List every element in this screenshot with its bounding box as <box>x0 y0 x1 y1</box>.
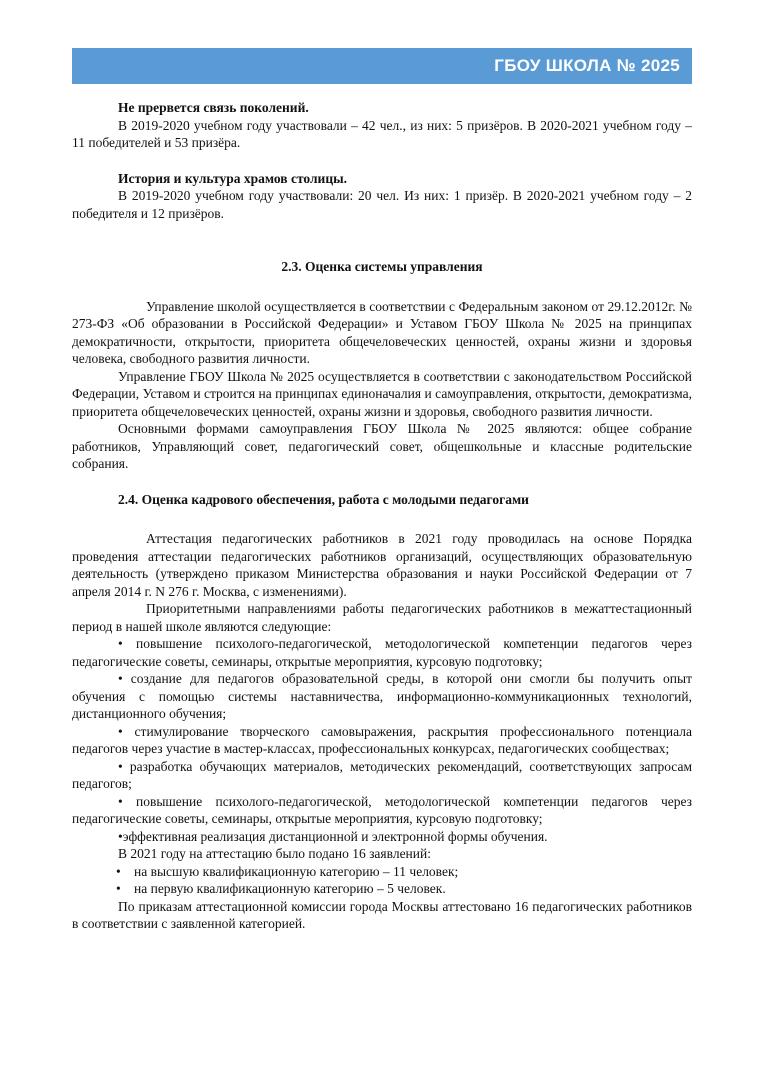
list-item <box>72 863 692 881</box>
section-staff-heading: 2.4. Оценка кадрового обеспечения, работа с молодыми педагогами <box>118 491 529 507</box>
section-management-heading: 2.3. Оценка системы управления <box>281 259 483 274</box>
document-body <box>72 99 692 933</box>
section-temples-text: В 2019-2020 учебном году участвовали: 20 чел. Из них: 1 призёр. В 2020-2021 учебном году – 2 победителя и 12 призёров. <box>72 188 692 221</box>
bullet-icon: • <box>116 881 121 896</box>
staff-direction-item: •эффективная реализация дистанционной и электронной формы обучения. <box>118 828 548 844</box>
staff-direction-item: • создание для педагогов образовательной среды, в которой они смогли бы получить опыт обучения с помощью системы наставничества, информационно-коммуникационных технологий, дистанционного обучения; <box>72 671 692 721</box>
management-paragraph: Управление ГБОУ Школа № 2025 осуществляется в соответствии с законодательством Российской Федерации, Уставом и строится на принципах единоначалия и самоуправления, открытости, демократизма, приоритета общечеловеческих ценностей, охраны жизни и здоровья, свободного развития личности. <box>72 368 692 419</box>
bullet-icon: • <box>116 863 121 879</box>
staff-direction-item: • повышение психолого-педагогической, методологической компетенции педагогов через педагогические советы, семинары, открытые мероприятия, курсовую подготовку; <box>72 793 692 826</box>
staff-applications-intro: В 2021 году на аттестацию было подано 16 заявлений: <box>118 846 431 861</box>
staff-direction-item: • разработка обучающих материалов, методических рекомендаций, соответствующих запросам педагогов; <box>72 758 692 791</box>
management-paragraph: Основными формами самоуправления ГБОУ Школа № 2025 являются: общее собрание работников, Управляющий совет, педагогический совет, общешкольные и классные родительские собрания. <box>72 421 692 471</box>
section-generations-text: В 2019-2020 учебном году участвовали – 42 чел., из них: 5 призёров. В 2020-2021 учебном году – 11 победителей и 53 призёра. <box>72 117 692 150</box>
staff-result: По приказам аттестационной комиссии города Москвы аттестовано 16 педагогических работников в соответствии с заявленной категорией. <box>72 898 692 931</box>
header-title: ГБОУ ШКОЛА № 2025 <box>494 56 680 75</box>
list-item <box>72 880 692 898</box>
section-temples-title: История и культура храмов столицы. <box>118 170 348 186</box>
staff-intro: Аттестация педагогических работников в 2021 году проводилась на основе Порядка проведения аттестации педагогических работников организаций, осуществляющих образовательную деятельность (утверждено приказом Министерства образования и науки Российской Федерации от 7 апреля 2014 г. N 276 г. Москва, с изменениями). <box>72 531 692 599</box>
application-text: на первую квалификационную категорию – 5 человек. <box>134 881 446 896</box>
staff-direction-item: • стимулирование творческого самовыражения, раскрытия профессионального потенциала педагогов через участие в мастер-классах, профессиональных конкурсах, педагогических сообществах; <box>72 723 692 756</box>
header-bar <box>72 48 692 84</box>
management-paragraph: Управление школой осуществляется в соответствии с Федеральным законом от 29.12.2012г. № 273-ФЗ «Об образовании в Российской Федерации» и Уставом ГБОУ Школа № 2025 на принципах демократичности, открытости, приоритета общечеловеческих ценностей, охраны жизни и здоровья человека, свободного развития личности. <box>72 298 692 366</box>
staff-priority: Приоритетными направлениями работы педагогических работников в межаттестационный период в нашей школе являются следующие: <box>72 601 692 634</box>
staff-direction-item: • повышение психолого-педагогической, методологической компетенции педагогов через педагогические советы, семинары, открытые мероприятия, курсовую подготовку; <box>72 636 692 669</box>
application-text: на высшую квалификационную категорию – 11 человек; <box>134 863 459 879</box>
section-generations-title: Не прервется связь поколений. <box>118 100 309 115</box>
applications-list <box>72 863 692 898</box>
